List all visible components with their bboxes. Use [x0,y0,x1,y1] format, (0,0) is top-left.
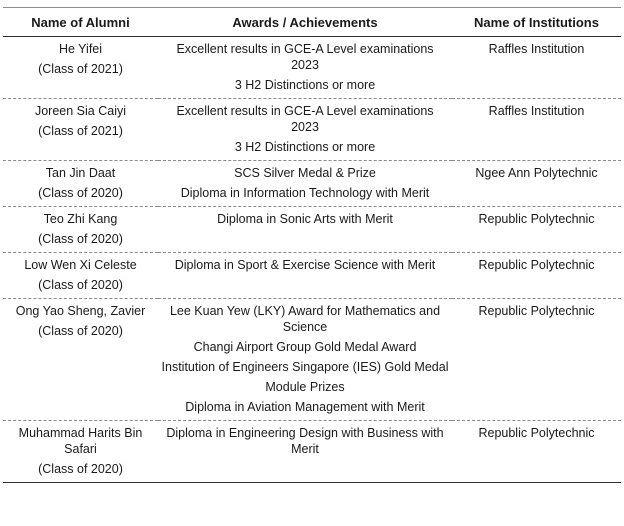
alumni-name: Joreen Sia Caiyi [34,104,126,118]
alumni-name: Teo Zhi Kang [43,212,118,226]
table-row [3,161,621,207]
award-item: Diploma in Information Technology with Merit [180,186,430,200]
awards-cell [158,207,452,253]
institution-cell: Republic Polytechnic [452,421,621,483]
award-item: Excellent results in GCE-A Level examinations 2023 [176,104,434,134]
alumni-class: (Class of 2021) [38,62,123,76]
institution-cell: Ngee Ann Polytechnic [452,161,621,207]
alumni-name: Ong Yao Sheng, Zavier [15,304,146,318]
alumni-name: Muhammad Harits Bin Safari [18,426,143,456]
header-name: Name of Alumni [3,8,158,37]
award-item: Lee Kuan Yew (LKY) Award for Mathematics and Science [169,304,441,334]
award-item: Diploma in Sonic Arts with Merit [217,212,393,226]
awards-cell [158,99,452,161]
institution-cell: Republic Polytechnic [452,253,621,299]
award-item: Changi Airport Group Gold Medal Award [193,340,417,354]
award-item: Diploma in Sport & Exercise Science with Merit [174,258,436,272]
alumni-name-cell [3,207,158,253]
table-row [3,207,621,253]
alumni-achievements-table [3,7,621,483]
alumni-name: Low Wen Xi Celeste [24,258,137,272]
awards-cell [158,253,452,299]
awards-cell [158,161,452,207]
institution-cell: Republic Polytechnic [452,299,621,421]
alumni-name-cell [3,37,158,99]
award-item: Diploma in Engineering Design with Business with Merit [166,426,444,456]
award-item: Diploma in Aviation Management with Merit [185,400,425,414]
alumni-name-cell [3,253,158,299]
awards-cell [158,299,452,421]
institution-cell: Republic Polytechnic [452,207,621,253]
header-row [3,8,621,37]
institution-cell: Raffles Institution [452,37,621,99]
table-row [3,299,621,421]
table-row [3,421,621,483]
alumni-class: (Class of 2020) [38,462,123,476]
table-row [3,253,621,299]
award-item: 3 H2 Distinctions or more [234,140,376,154]
alumni-class: (Class of 2021) [38,124,123,138]
alumni-class: (Class of 2020) [38,324,123,338]
alumni-class: (Class of 2020) [38,278,123,292]
alumni-class: (Class of 2020) [38,232,123,246]
award-item: Institution of Engineers Singapore (IES) Gold Medal [161,360,449,374]
award-item: 3 H2 Distinctions or more [234,78,376,92]
alumni-name-cell [3,299,158,421]
award-item: Excellent results in GCE-A Level examinations 2023 [176,42,434,72]
institution-cell: Raffles Institution [452,99,621,161]
table-row [3,37,621,99]
awards-cell [158,37,452,99]
alumni-name-cell [3,99,158,161]
alumni-name: Tan Jin Daat [45,166,116,180]
award-item: SCS Silver Medal & Prize [234,166,376,180]
alumni-name-cell [3,161,158,207]
table-row [3,99,621,161]
header-awards: Awards / Achievements [158,8,452,37]
alumni-name-cell [3,421,158,483]
header-institution: Name of Institutions [452,8,621,37]
alumni-name: He Yifei [58,42,103,56]
award-item: Module Prizes [265,380,345,394]
alumni-class: (Class of 2020) [38,186,123,200]
awards-cell [158,421,452,483]
